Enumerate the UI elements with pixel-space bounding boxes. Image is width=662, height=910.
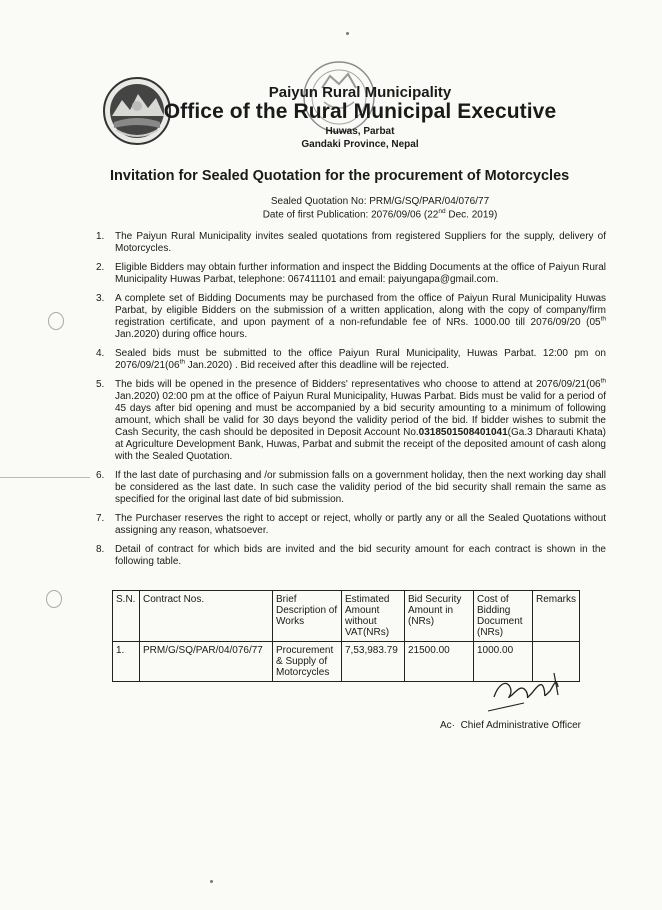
signature-icon	[484, 665, 574, 715]
notice-title: Invitation for Sealed Quotation for the procurement of Motorcycles	[110, 168, 570, 184]
header-cell: Contract Nos.	[140, 591, 273, 642]
header-cell: Cost of Bidding Document (NRs)	[474, 591, 533, 642]
header-cell: Bid Security Amount in (NRs)	[405, 591, 474, 642]
list-item: 5. The bids will be opened in the presence of Bidders' representatives who choose to attend at 2076/09/21(06th Jan.2020) 02:00 pm at the office of Paiyun Rural Municipality, Huwas Parbat. Bids must be valid for a period of 45 days after bid opening and must be accompanied by a bid security amounting to a minimum of following amount, which shall be valid for 30 days beyond the validity period of the bid. If bidder wishes to submit the Cash Security, the cash should be deposited in Deposit Account No.0318501508401041(Ga.3 Dharauti Khata) at Agriculture Development Bank, Huwas, Parbat and submit the receipt of the deposited amount of cash along with the Sealed Quotation.	[96, 377, 606, 462]
header-cell: S.N.	[113, 591, 140, 642]
header-cell: Brief Description of Works	[273, 591, 342, 642]
scan-dot	[346, 32, 349, 35]
officer-title: Ac· Chief Administrative Officer	[440, 720, 581, 731]
table-cell: 1000.00	[474, 642, 533, 682]
table-cell: Procurement & Supply of Motorcycles	[273, 642, 342, 682]
header-cell: Estimated Amount without VAT(NRs)	[342, 591, 405, 642]
notice-items	[96, 231, 606, 575]
table-header-row	[113, 591, 580, 642]
list-item: 3. A complete set of Bidding Documents may be purchased from the office of Paiyun Rural Municipality Huwas Parbat, by eligible Bidders on the submission of a written application, along with the copy of company/firm registration certificate, and upon payment of a non-refundable fee of NRs. 1000.00 till 2076/09/20 (05th Jan.2020) during office hours.	[96, 293, 606, 340]
list-item: 1. The Paiyun Rural Municipality invites sealed quotations from registered Suppliers for the supply, delivery of Motorcycles.	[96, 231, 606, 254]
office-location: Huwas, Parbat	[325, 126, 395, 137]
table-cell: PRM/G/SQ/PAR/04/076/77	[140, 642, 273, 682]
punch-hole	[46, 590, 62, 608]
scan-streak	[0, 477, 90, 478]
list-item: 8. Detail of contract for which bids are invited and the bid security amount for each contract is shown in the following table.	[96, 544, 606, 567]
list-item: 4. Sealed bids must be submitted to the office Paiyun Rural Municipality, Huwas Parbat. 12:00 pm on 2076/09/21(06th Jan.2020) . Bid received after this deadline will be rejected.	[96, 348, 606, 371]
publication-date: Date of first Publication: 2076/09/06 (22nd Dec. 2019)	[262, 208, 498, 221]
office-province: Gandaki Province, Nepal	[301, 139, 419, 150]
office-name: Office of the Rural Municipal Executive	[163, 100, 557, 123]
table-cell: 1.	[113, 642, 140, 682]
quotation-number: Sealed Quotation No: PRM/G/SQ/PAR/04/076/77	[270, 196, 490, 207]
list-item: 2. Eligible Bidders may obtain further information and inspect the Bidding Documents at the office of Paiyun Rural Municipality Huwas Parbat, telephone: 067411101 and email: paiyungapa@gmail.com.	[96, 262, 606, 285]
punch-hole	[48, 312, 64, 330]
list-item: 7. The Purchaser reserves the right to accept or reject, wholly or partly any or all the Sealed Quotations without assigning any reason, whatsoever.	[96, 513, 606, 536]
scan-dot	[210, 880, 213, 883]
list-item: 6. If the last date of purchasing and /or submission falls on a government holiday, then the next working day shall be considered as the last date. In such case the validity period of the bid security shall remain the same as specified for the original last date of bid submission.	[96, 470, 606, 505]
table-cell: 21500.00	[405, 642, 474, 682]
org-name: Paiyun Rural Municipality	[268, 84, 452, 101]
table-cell: 7,53,983.79	[342, 642, 405, 682]
header-cell: Remarks	[533, 591, 580, 642]
